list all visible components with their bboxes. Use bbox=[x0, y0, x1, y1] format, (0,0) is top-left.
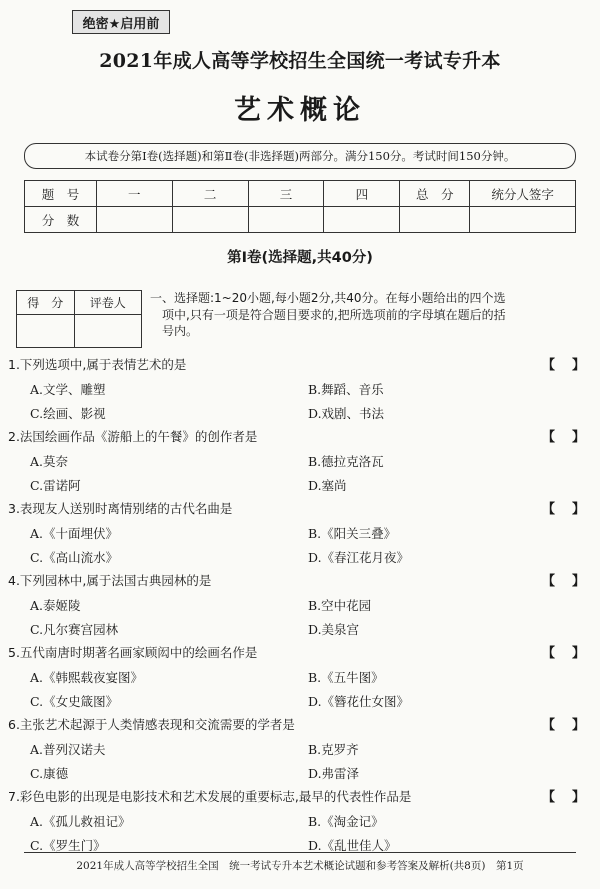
answer-brackets[interactable]: 【 】 bbox=[542, 574, 588, 589]
question-stem: 1.下列选项中,属于表情艺术的是 bbox=[8, 357, 187, 372]
question-row bbox=[0, 424, 600, 448]
question-row bbox=[0, 496, 600, 520]
option-d: D.美泉宫 bbox=[308, 622, 360, 637]
option-c: C.康德 bbox=[30, 766, 69, 781]
question-row bbox=[0, 712, 600, 736]
option-c: C.绘画、影视 bbox=[30, 406, 106, 421]
question-stem: 7.彩色电影的出现是电影技术和艺术发展的重要标志,最早的代表性作品是 bbox=[8, 789, 412, 804]
question-stem: 5.五代南唐时期著名画家顾闳中的绘画名作是 bbox=[8, 645, 258, 660]
option-a: A.普列汉诺夫 bbox=[30, 742, 106, 757]
option-d: D.《乱世佳人》 bbox=[308, 838, 397, 853]
score-table-header-row bbox=[25, 181, 576, 207]
score-header-cell: 四 bbox=[324, 181, 400, 207]
option-row bbox=[0, 592, 600, 616]
answer-brackets[interactable]: 【 】 bbox=[542, 358, 588, 373]
part-one-description bbox=[150, 290, 590, 340]
option-row bbox=[0, 808, 600, 832]
score-header-cell: 二 bbox=[172, 181, 248, 207]
score-cell[interactable] bbox=[248, 207, 324, 233]
grader-score-label: 得 分 bbox=[17, 291, 75, 315]
option-row bbox=[0, 376, 600, 400]
answer-brackets[interactable]: 【 】 bbox=[542, 646, 588, 661]
option-c: C.凡尔赛宫园林 bbox=[30, 622, 119, 637]
score-cell[interactable] bbox=[400, 207, 470, 233]
confidential-badge: 绝密★启用前 bbox=[72, 10, 170, 34]
score-header-cell: 题 号 bbox=[25, 181, 97, 207]
option-b: B.德拉克洛瓦 bbox=[308, 454, 384, 469]
option-row bbox=[0, 400, 600, 424]
answer-brackets[interactable]: 【 】 bbox=[542, 430, 588, 445]
score-cell[interactable] bbox=[172, 207, 248, 233]
question-list bbox=[0, 352, 600, 856]
option-d: D.弗雷泽 bbox=[308, 766, 360, 781]
option-b: B.《淘金记》 bbox=[308, 814, 384, 829]
question-row bbox=[0, 640, 600, 664]
option-row bbox=[0, 688, 600, 712]
option-row bbox=[0, 472, 600, 496]
exam-instructions: 本试卷分第Ⅰ卷(选择题)和第Ⅱ卷(非选择题)两部分。满分150分。考试时间150分钟。 bbox=[24, 143, 576, 169]
option-b: B.《阳关三叠》 bbox=[308, 526, 397, 541]
grader-name-cell[interactable] bbox=[74, 315, 141, 348]
option-a: A.《韩熙载夜宴图》 bbox=[30, 670, 144, 685]
option-d: D.《春江花月夜》 bbox=[308, 550, 410, 565]
page-footer: 2021年成人高等学校招生全国 统一考试专升本艺术概论试题和参考答案及解析(共8页) 第1页 bbox=[76, 860, 524, 872]
footer-divider bbox=[24, 852, 576, 853]
option-c: C.《罗生门》 bbox=[30, 838, 106, 853]
option-row bbox=[0, 760, 600, 784]
option-c: C.《高山流水》 bbox=[30, 550, 119, 565]
question-stem: 3.表现友人送别时离情别绪的古代名曲是 bbox=[8, 501, 233, 516]
question-stem: 2.法国绘画作品《游船上的午餐》的创作者是 bbox=[8, 429, 258, 444]
option-d: D.塞尚 bbox=[308, 478, 347, 493]
section-title: 第Ⅰ卷(选择题,共40分) bbox=[227, 250, 373, 266]
answer-brackets[interactable]: 【 】 bbox=[542, 790, 588, 805]
grader-name-label: 评卷人 bbox=[74, 291, 141, 315]
part-desc-line: 号内。 bbox=[162, 324, 199, 338]
option-row bbox=[0, 664, 600, 688]
option-c: C.《女史箴图》 bbox=[30, 694, 119, 709]
option-a: A.《十面埋伏》 bbox=[30, 526, 119, 541]
answer-brackets[interactable]: 【 】 bbox=[542, 502, 588, 517]
grader-score-cell[interactable] bbox=[17, 315, 75, 348]
score-table-value-row bbox=[25, 207, 576, 233]
part-desc-line: 项中,只有一项是符合题目要求的,把所选项前的字母填在题后的括 bbox=[162, 307, 506, 322]
option-a: A.文学、雕塑 bbox=[30, 382, 106, 397]
question-stem: 6.主张艺术起源于人类情感表现和交流需要的学者是 bbox=[8, 717, 295, 732]
score-cell[interactable] bbox=[470, 207, 576, 233]
question-stem: 4.下列园林中,属于法国古典园林的是 bbox=[8, 573, 212, 588]
question-row bbox=[0, 352, 600, 376]
score-header-cell: 统分人签字 bbox=[470, 181, 576, 207]
score-cell[interactable] bbox=[324, 207, 400, 233]
option-d: D.《簪花仕女图》 bbox=[308, 694, 410, 709]
score-header-cell: 三 bbox=[248, 181, 324, 207]
question-row bbox=[0, 784, 600, 808]
option-a: A.泰姬陵 bbox=[30, 598, 81, 613]
option-b: B.舞蹈、音乐 bbox=[308, 382, 384, 397]
option-b: B.克罗齐 bbox=[308, 742, 359, 757]
option-d: D.戏剧、书法 bbox=[308, 406, 385, 421]
score-header-cell: 一 bbox=[96, 181, 172, 207]
option-b: B.《五牛图》 bbox=[308, 670, 384, 685]
option-row bbox=[0, 736, 600, 760]
grader-table bbox=[16, 290, 142, 348]
option-a: A.《孤儿救祖记》 bbox=[30, 814, 131, 829]
question-row bbox=[0, 568, 600, 592]
score-cell[interactable] bbox=[96, 207, 172, 233]
option-row bbox=[0, 520, 600, 544]
part-desc-line: 一、选择题:1~20小题,每小题2分,共40分。在每小题给出的四个选 bbox=[150, 291, 506, 305]
subject-title: 艺术概论 bbox=[234, 95, 366, 126]
exam-header-title: 2021年成人高等学校招生全国统一考试专升本 bbox=[99, 50, 501, 72]
option-row bbox=[0, 544, 600, 568]
option-a: A.莫奈 bbox=[30, 454, 69, 469]
option-c: C.雷诺阿 bbox=[30, 478, 81, 493]
score-table bbox=[24, 180, 576, 233]
option-b: B.空中花园 bbox=[308, 598, 372, 613]
option-row bbox=[0, 616, 600, 640]
score-row-label: 分 数 bbox=[25, 207, 97, 233]
score-header-cell: 总 分 bbox=[400, 181, 470, 207]
answer-brackets[interactable]: 【 】 bbox=[542, 718, 588, 733]
option-row bbox=[0, 448, 600, 472]
